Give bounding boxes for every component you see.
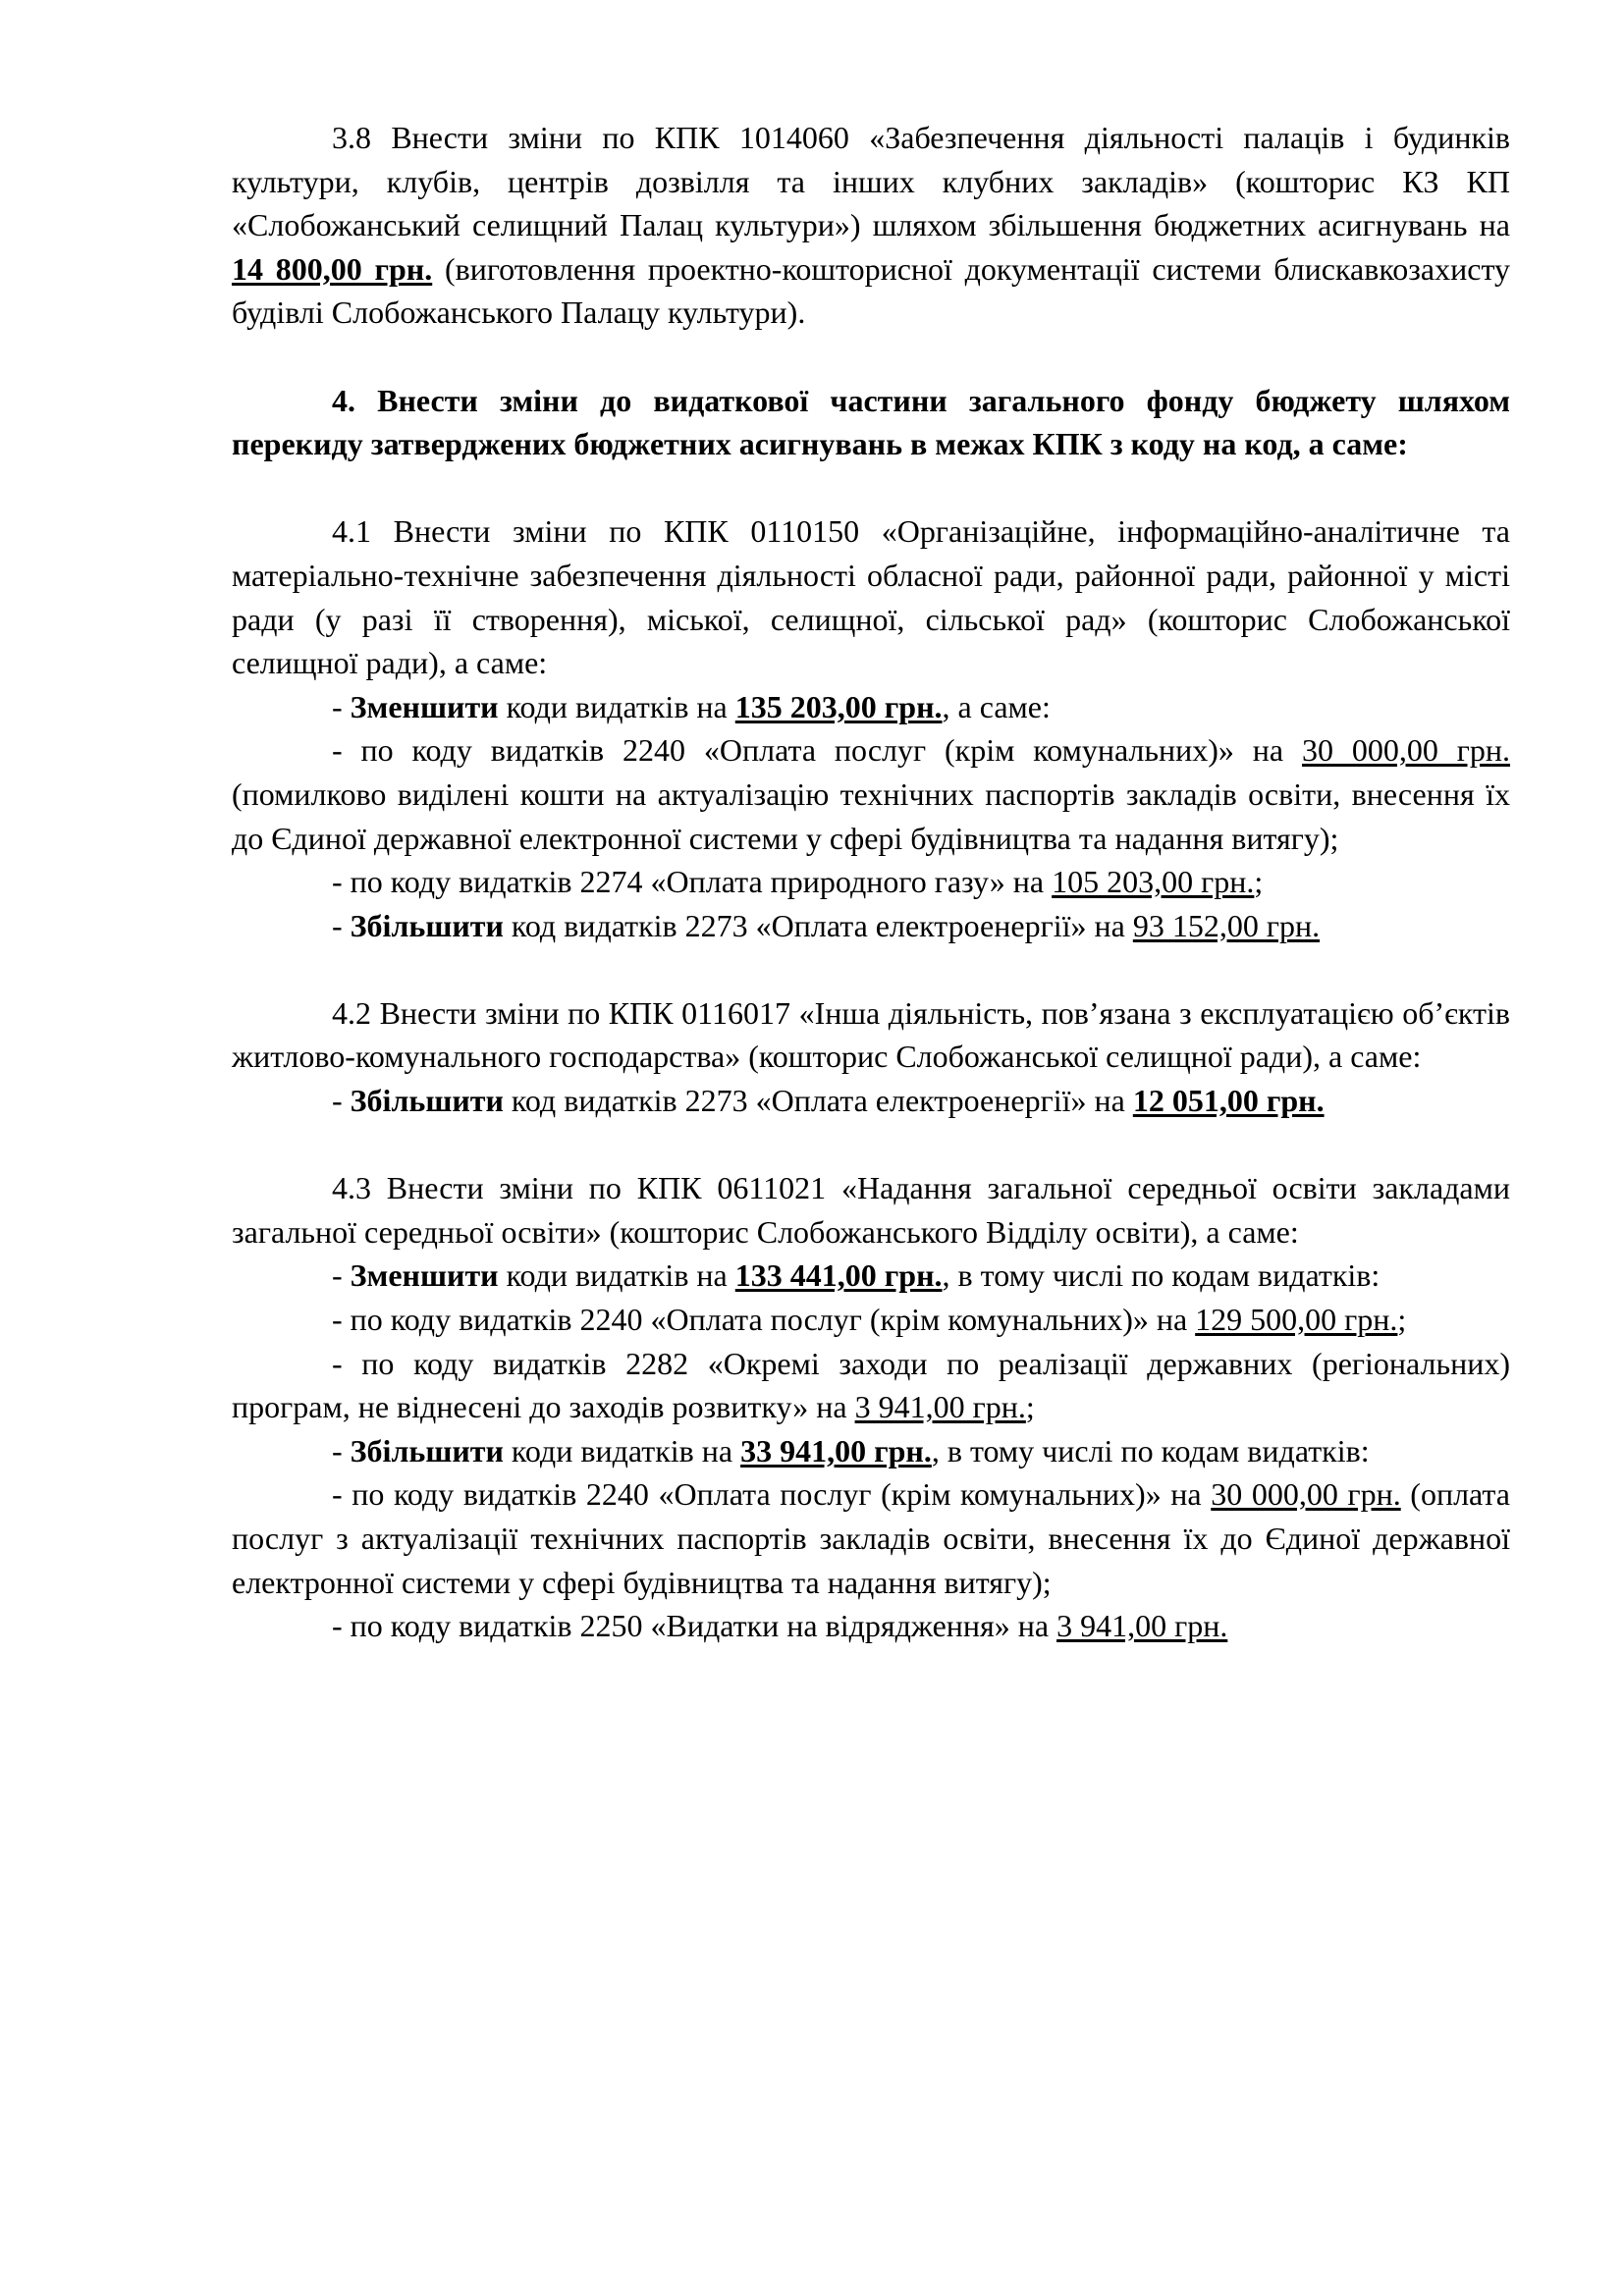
item-text: - по коду видатків 2282 «Окремі заходи по реалізації державних (регіональних) програм, не віднесені до заходів розвитку» на (232, 1345, 1510, 1425)
amount-4-3-2250: 3 941,00 грн. (1056, 1608, 1228, 1644)
item-4-3-code-2240-decrease (232, 1298, 1510, 1342)
document-body (232, 116, 1510, 1648)
item-text-end: ; (1254, 864, 1264, 900)
amount-4-1-2273: 93 152,00 грн. (1132, 907, 1321, 943)
item-text-end: , а саме: (942, 688, 1051, 724)
item-text: - по коду видатків 2250 «Видатки на відрядження» на (332, 1608, 1057, 1644)
amount-4-1-2240: 30 000,00 грн. (1302, 732, 1511, 769)
paragraph-4-3-intro: 4.3 Внести зміни по КПК 0611021 «Надання загальної середньої освіти закладами загальної середньої освіти» (кошторис Слобожанського Відділу освіти), а саме: (232, 1170, 1510, 1250)
item-text: код видатків 2273 «Оплата електроенергії» на (503, 1083, 1133, 1119)
paragraph-3-8 (232, 116, 1510, 335)
dash: - (332, 907, 351, 943)
item-note: (помилково виділені кошти на актуалізацію технічних паспортів закладів освіти, внесення їх до Єдиної державної електронної системи у сфері будівництва та надання витягу); (232, 775, 1510, 856)
item-4-3-code-2240-increase (232, 1472, 1510, 1604)
amount-4-3-2240-increase: 30 000,00 грн. (1211, 1476, 1401, 1513)
item-4-3-decrease (232, 1254, 1510, 1298)
item-text-end: , в тому числі по кодам видатків: (942, 1257, 1380, 1294)
item-4-1-code-2274 (232, 860, 1510, 904)
amount-4-3-decrease: 133 441,00 грн. (734, 1257, 943, 1294)
item-4-3-code-2282 (232, 1342, 1510, 1429)
item-4-2-increase (232, 1079, 1510, 1123)
item-text: - по коду видатків 2240 «Оплата послуг (крім комунальних)» на (332, 1302, 1196, 1338)
amount-4-1-decrease: 135 203,00 грн. (734, 688, 943, 724)
section-4-heading-text: 4. Внести зміни до видаткової частини загального фонду бюджету шляхом перекиду затверджених бюджетних асигнувань в межах КПК з коду на код, а саме: (232, 382, 1510, 462)
item-text: коди видатків на (503, 1432, 741, 1468)
increase-label: Збільшити (350, 907, 504, 943)
amount-4-3-increase: 33 941,00 грн. (740, 1432, 932, 1468)
item-4-1-increase (232, 904, 1510, 948)
item-text: код видатків 2273 «Оплата електроенергії» на (503, 907, 1133, 943)
item-note: (оплата послуг з актуалізації технічних паспортів закладів освіти, внесення їх до Єдиної державної електронної системи у сфері будівництва та надання витягу); (232, 1476, 1511, 1600)
item-4-1-decrease (232, 685, 1510, 729)
paragraph-4-2-intro: 4.2 Внести зміни по КПК 0116017 «Інша діяльність, пов’язана з експлуатацією об’єктів житлово-комунального господарства» (кошторис Слобожанської селищної ради), а саме: (232, 994, 1510, 1075)
item-text-end: ; (1025, 1389, 1035, 1425)
amount-4-3-2282: 3 941,00 грн. (854, 1389, 1026, 1425)
dash: - (332, 1083, 351, 1119)
item-text: - по коду видатків 2274 «Оплата природного газу» на (332, 864, 1053, 900)
amount-3-8: 14 800,00 грн. (232, 250, 433, 287)
increase-label: Збільшити (350, 1432, 504, 1468)
dash: - (332, 688, 351, 724)
item-text: коди видатків на (498, 688, 735, 724)
item-text: - по коду видатків 2240 «Оплата послуг (крім комунальних)» на (332, 1476, 1212, 1513)
amount-4-2-2273: 12 051,00 грн. (1132, 1083, 1325, 1119)
item-text-end: ; (1397, 1302, 1407, 1338)
item-text-end: , в тому числі по кодам видатків: (931, 1432, 1370, 1468)
item-text: коди видатків на (498, 1257, 735, 1294)
section-4-heading (232, 379, 1510, 466)
amount-4-3-2240-decrease: 129 500,00 грн. (1195, 1302, 1398, 1338)
amount-4-1-2274: 105 203,00 грн. (1052, 864, 1255, 900)
item-4-3-increase (232, 1429, 1510, 1473)
paragraph-4-1-intro: 4.1 Внести зміни по КПК 0110150 «Організаційне, інформаційно-аналітичне та матеріально-технічне забезпечення діяльності обласної ради, районної ради, районної у місті ради (у разі її створення), міської, селищної, сільської рад» (кошторис Слобожанської селищної ради), а саме: (232, 513, 1510, 681)
dash: - (332, 1432, 351, 1468)
item-4-1-code-2240 (232, 728, 1510, 860)
paragraph-3-8-note: (виготовлення проектно-кошторисної документації системи блискавкозахисту будівлі Слобожанського Палацу культури). (232, 250, 1511, 331)
increase-label: Збільшити (350, 1083, 504, 1119)
item-4-3-code-2250 (232, 1604, 1510, 1648)
dash: - (332, 1257, 351, 1294)
item-text: - по коду видатків 2240 «Оплата послуг (крім комунальних)» на (332, 732, 1302, 769)
paragraph-3-8-text: 3.8 Внести зміни по КПК 1014060 «Забезпечення діяльності палаців і будинків культури, клубів, центрів дозвілля та інших клубних закладів» (кошторис КЗ КП «Слобожанський селищний Палац культури») шляхом збільшення бюджетних асигнувань на (232, 120, 1510, 243)
decrease-label: Зменшити (350, 688, 499, 724)
decrease-label: Зменшити (350, 1257, 499, 1294)
